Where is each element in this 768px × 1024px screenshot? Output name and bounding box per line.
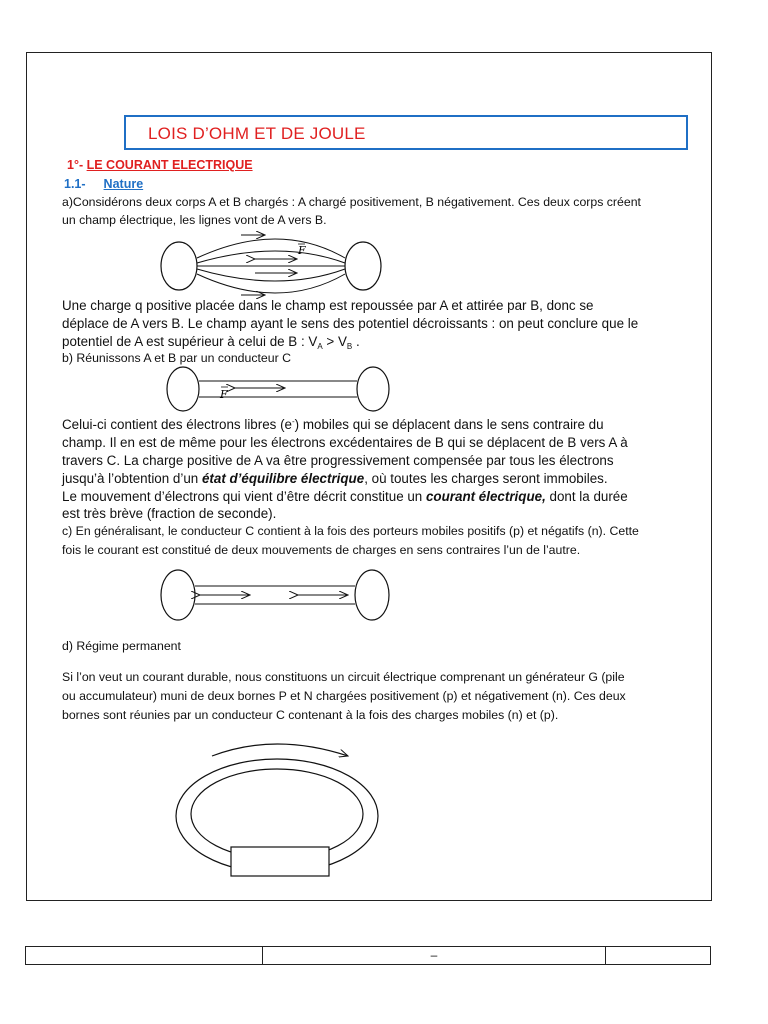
para-a-line-1: a)Considérons deux corps A et B chargés : A chargé positivement, B négativement. Ces deux corps créent: [62, 195, 641, 209]
section-1-1-heading: [64, 175, 143, 193]
section-1-heading: [67, 156, 253, 174]
section-1-1-label: Nature: [103, 177, 144, 191]
circuit-inner: [191, 769, 363, 859]
circuit-diagram: [170, 738, 385, 880]
para-charge-line-2: déplace de A vers B. Le champ ayant le sens des potentiel décroissants : on peut conclure que le: [62, 316, 639, 331]
carriers-diagram: [160, 565, 390, 625]
force-label-2: F: [220, 388, 228, 401]
section-1-number: 1°-: [67, 158, 87, 172]
field-line-1: [197, 239, 345, 258]
body-b: [355, 570, 389, 620]
generator-box: [231, 847, 329, 876]
field-lines-diagram: [155, 226, 395, 298]
section-1-label: LE COURANT ELECTRIQUE: [86, 158, 253, 172]
para-charge-line-1: Une charge q positive placée dans le champ est repoussée par A et attirée par B, donc se: [62, 298, 594, 313]
footer-cell-left: [26, 947, 263, 964]
para-circuit-line-3: bornes sont réunies par un conducteur C contenant à la fois des charges mobiles (n) et (p).: [62, 708, 559, 722]
body-a: [167, 367, 199, 411]
body-a: [161, 242, 197, 290]
field-line-4: [197, 274, 345, 293]
para-a-line-2: un champ électrique, les lignes vont de A vers B.: [62, 213, 327, 227]
para-circuit-line-2: ou accumulateur) muni de deux bornes P et N chargées positivement (p) et négativement (n). Ces deux: [62, 689, 626, 703]
footer-cell-right: [606, 947, 710, 964]
para-charge-line-3: potentiel de A est supérieur à celui de B : $V_A > V_B$ .: [62, 334, 360, 351]
footer-table: [25, 946, 711, 965]
page-title: LOIS D’OHM ET DE JOULE: [148, 124, 366, 143]
section-1-1-number: 1.1-: [64, 177, 86, 191]
para-d: d) Régime permanent: [62, 639, 181, 653]
current-arrow: [212, 744, 348, 756]
para-c-line-1: c) En généralisant, le conducteur C contient à la fois des porteurs mobiles positifs (p) et négatifs (n). Cette: [62, 524, 639, 538]
electrons-line-2: champ. Il en est de même pour les électrons excédentaires de B qui se déplacent de B vers A à: [62, 435, 628, 450]
field-line-3: [197, 269, 345, 281]
electrons-line-3: travers C. La charge positive de A va être progressivement compensée par tous les électrons: [62, 453, 614, 468]
body-b: [357, 367, 389, 411]
para-b: b) Réunissons A et B par un conducteur C: [62, 351, 291, 365]
footer-cell-center: –: [263, 947, 606, 964]
electrons-line-1: Celui-ci contient des électrons libres (e-) mobiles qui se déplacent dans le sens contraire du: [62, 417, 604, 432]
field-line-2: [197, 251, 345, 263]
force-label-1: F: [298, 244, 306, 257]
para-c-line-2: fois le courant est constitué de deux mouvements de charges en sens contraires l’un de l’autre.: [62, 543, 581, 557]
electrons-line-5: Le mouvement d’électrons qui vient d’être décrit constitue un courant électrique, dont la durée: [62, 489, 628, 504]
electrons-line-4: jusqu’à l’obtention d’un état d’équilibre électrique, où toutes les charges seront immobiles.: [62, 471, 608, 486]
body-a: [161, 570, 195, 620]
para-circuit-line-1: Si l’on veut un courant durable, nous constituons un circuit électrique comprenant un générateur G (pile: [62, 670, 625, 684]
title-box: [124, 115, 688, 150]
body-b: [345, 242, 381, 290]
electrons-line-6: est très brève (fraction de seconde).: [62, 506, 277, 521]
conductor-diagram: [165, 363, 395, 413]
